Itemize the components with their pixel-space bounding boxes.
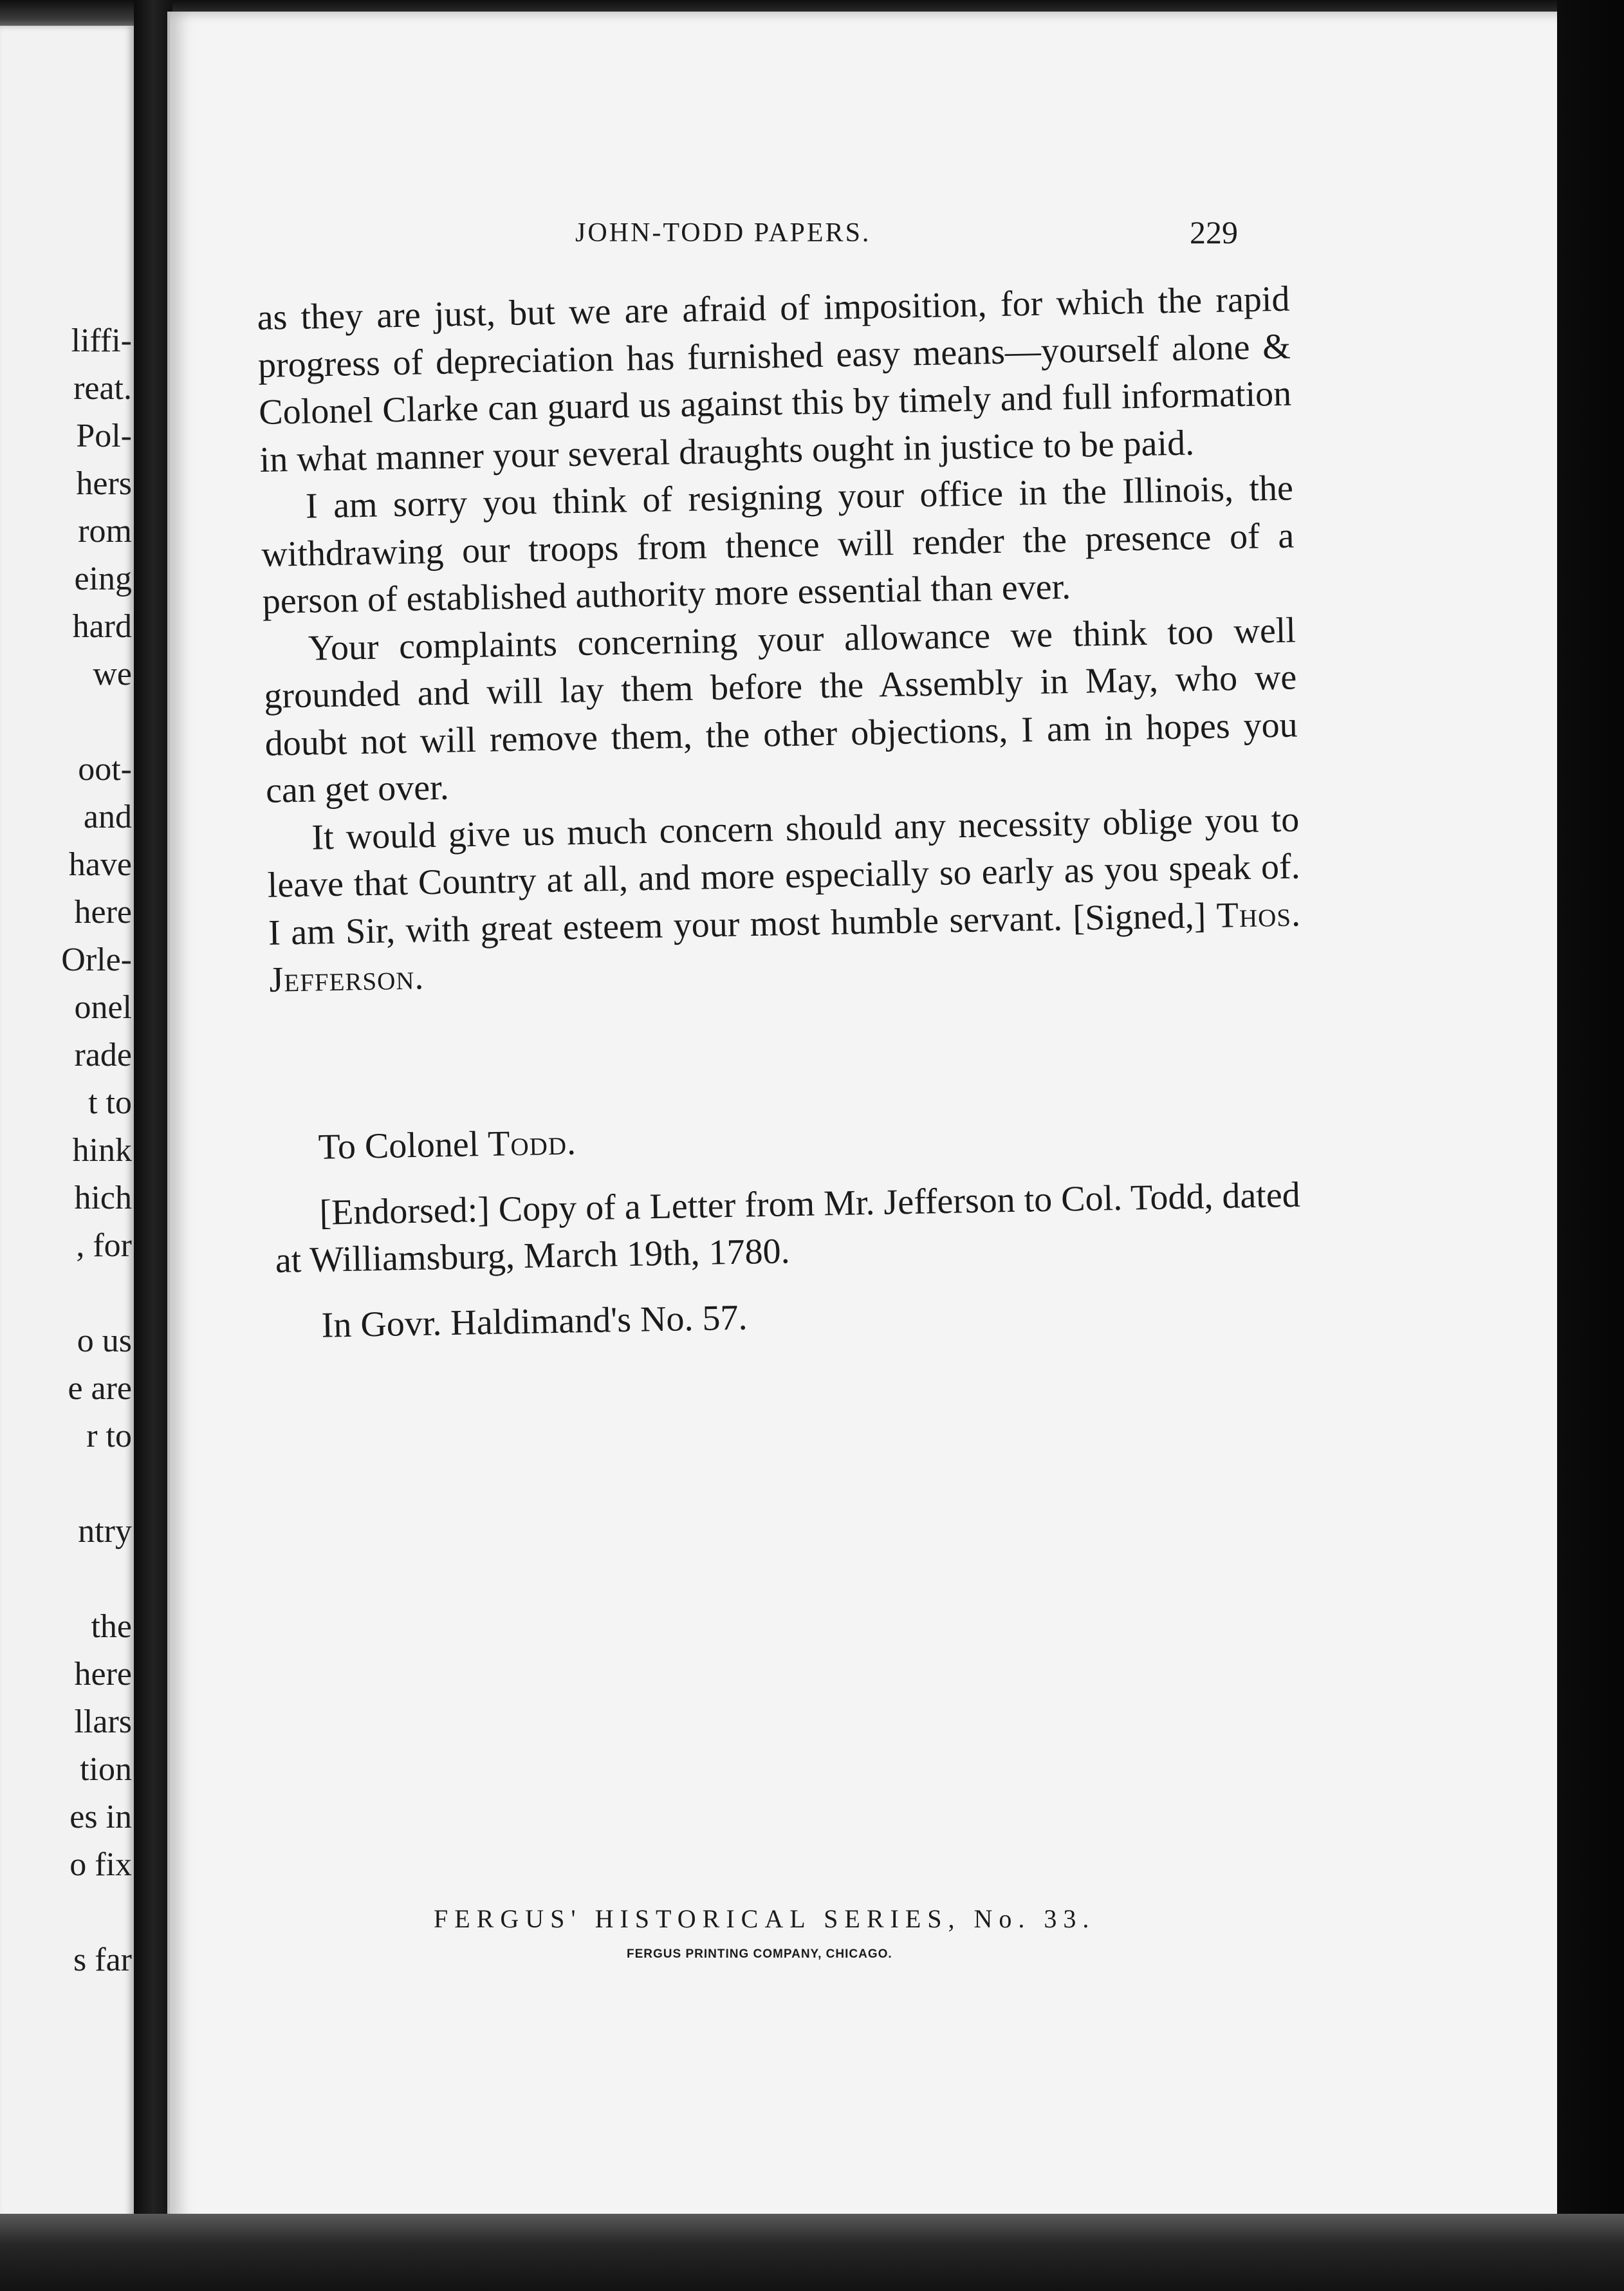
facing-page-line-fragment: s far — [73, 1942, 132, 1978]
endorsed-text: Copy of a Letter from Mr. Jefferson to Col. Todd, dated at Williamsburg, March 19th, 1780. — [275, 1174, 1301, 1281]
page-229 — [167, 12, 1585, 2225]
printer-imprint: FERGUS PRINTING COMPANY, CHICAGO. — [627, 1947, 892, 1961]
facing-page-line-fragment: we — [93, 656, 132, 692]
facing-page-line-fragment: tion — [80, 1751, 132, 1788]
facing-page-line-fragment: e are — [68, 1370, 132, 1407]
facing-page-line-fragment: es in — [69, 1799, 132, 1835]
running-head: JOHN-TODD PAPERS. — [575, 218, 871, 248]
facing-page-line-fragment: , for — [76, 1227, 132, 1264]
facing-page-line-fragment: here — [74, 1656, 132, 1693]
facing-page-line-fragment: llars — [74, 1703, 132, 1740]
addressee-line — [318, 1106, 1303, 1172]
addressee-name: Todd. — [487, 1122, 577, 1164]
scan-right-edge — [1557, 0, 1624, 2291]
facing-page-line-fragment: Orle- — [61, 941, 132, 978]
endorsed-label: [Endorsed:] — [318, 1189, 490, 1233]
facing-page-line-fragment: hers — [76, 465, 132, 502]
facing-page-line-fragment: liffi- — [71, 322, 132, 359]
series-imprint: FERGUS' HISTORICAL SERIES, No. 33. — [434, 1904, 1096, 1933]
letter-paragraph: Your complaints concerning your allowance we think too well grounded and will lay them before the Assembly in May, who we doubt not will remove them, the other objections, I am in hopes you can get over. — [263, 610, 1298, 811]
facing-page-line-fragment: have — [68, 846, 132, 883]
facing-page-line-fragment: o us — [77, 1322, 132, 1359]
facing-page-line-fragment: r to — [86, 1418, 132, 1454]
facing-page-line-fragment: hich — [74, 1180, 132, 1216]
facing-page-line-fragment: t to — [88, 1084, 132, 1121]
letter-paragraph-closing — [266, 796, 1302, 1004]
facing-page-line-fragment: the — [91, 1608, 132, 1645]
facing-page-line-fragment: eing — [74, 561, 132, 597]
letter-body — [257, 276, 1302, 1005]
facing-page-line-fragment: hard — [72, 608, 132, 645]
letter-paragraph: I am sorry you think of resigning your office in the Illinois, the withdrawing our troops from thence will render the presence of a person of established authority more essential than ever. — [261, 468, 1295, 622]
letter-endnotes — [273, 1106, 1306, 1350]
facing-page-line-fragment: and — [83, 799, 132, 835]
facing-page-line-fragment: hink — [72, 1132, 132, 1169]
facing-page-line-fragment: o fix — [69, 1846, 132, 1883]
addressee-prefix: To Colonel — [318, 1124, 479, 1167]
scan-bottom-edge — [0, 2214, 1624, 2291]
facing-page-left — [0, 26, 134, 2240]
facing-page-line-fragment: Pol- — [76, 418, 132, 454]
archive-reference: In Govr. Haldimand's No. 57. — [321, 1297, 748, 1346]
letter-closing-text: It would give us much concern should any necessity oblige you to leave that Country at all, and more especially so early as you speak of. I am Sir, with great esteem your most humble servant. — [267, 799, 1301, 953]
endorsement-note — [274, 1171, 1305, 1285]
facing-page-line-fragment: ntry — [78, 1513, 132, 1550]
facing-page-line-fragment: reat. — [73, 370, 132, 407]
book-gutter — [134, 0, 172, 2291]
facing-page-line-fragment: onel — [74, 989, 132, 1026]
facing-page-line-fragment: oot- — [78, 751, 132, 788]
facing-page-line-fragment: rade — [74, 1037, 132, 1073]
facing-page-line-fragment: here — [74, 894, 132, 931]
signed-label: [Signed,] — [1072, 895, 1206, 938]
signer-name: Thos. Jefferson. — [268, 893, 1302, 1000]
letter-paragraph: as they are just, but we are afraid of imposition, for which the rapid progress of depreciation has furnished easy means—yourself alone & Colonel Clarke can guard us against this by timely and full information in what manner your several draughts ought in justice to be paid. — [257, 279, 1292, 480]
page-number: 229 — [1190, 214, 1238, 250]
facing-page-line-fragment: rom — [78, 513, 132, 550]
